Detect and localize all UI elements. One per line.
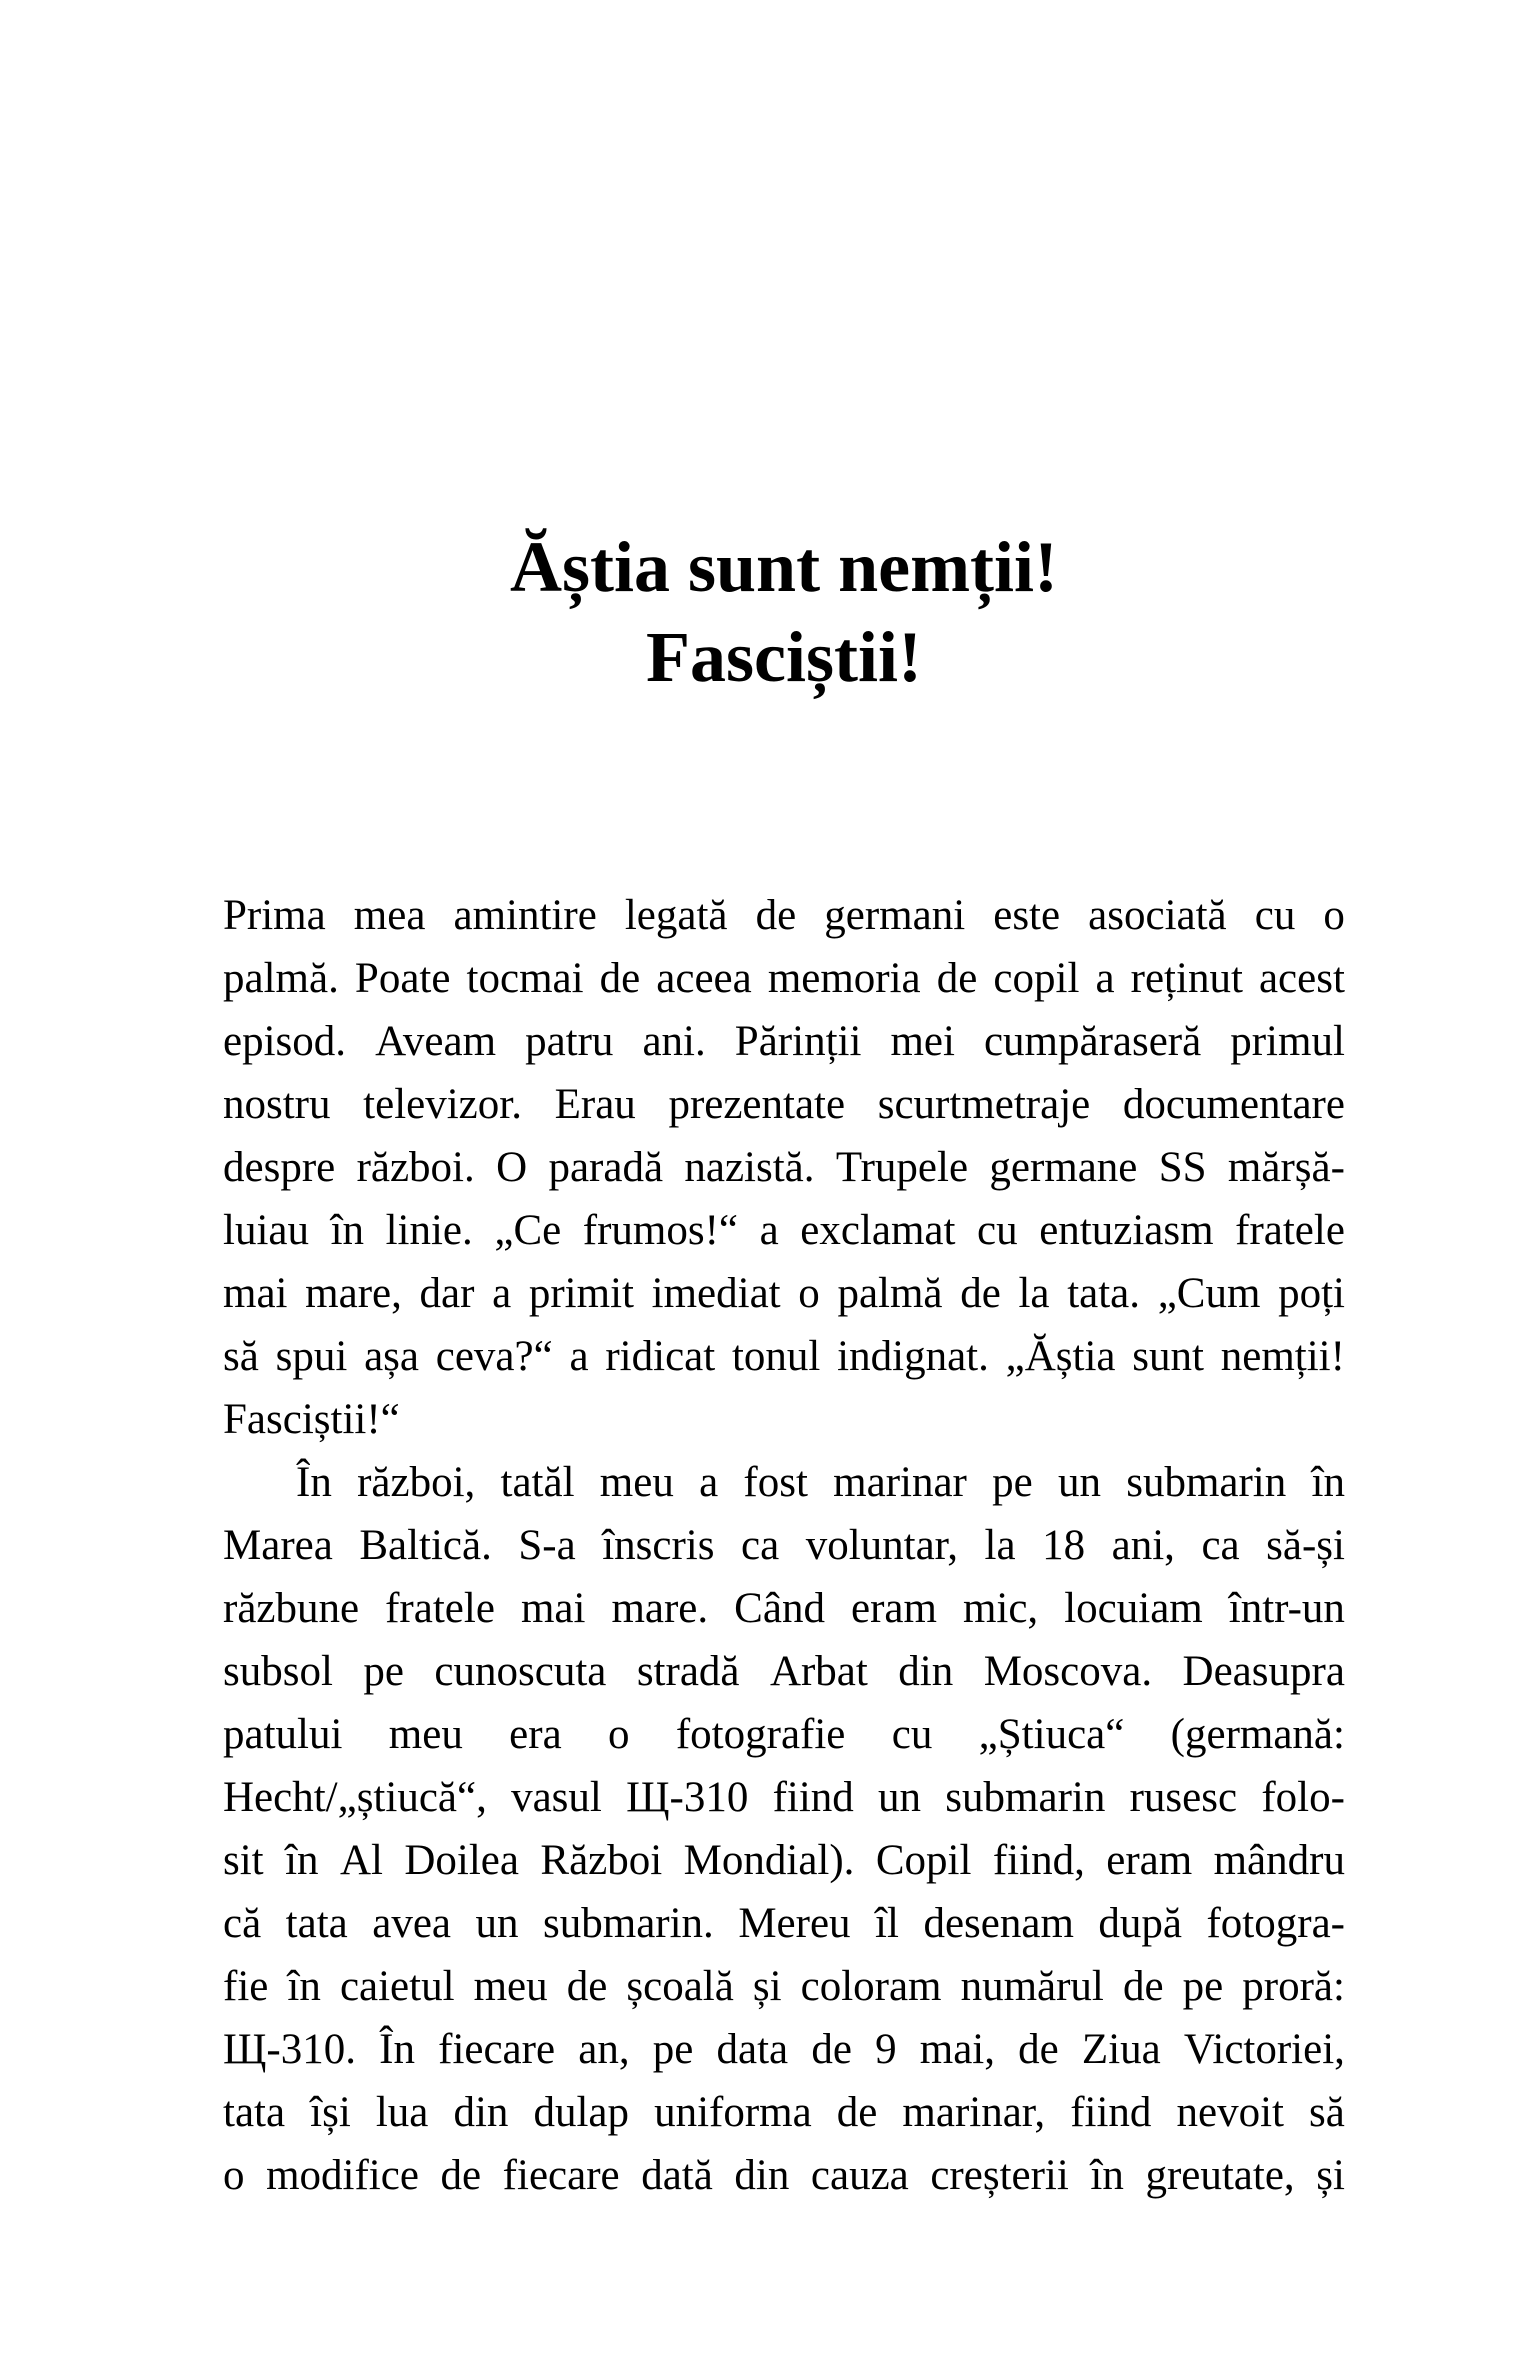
body-line: că tata avea un submarin. Mereu îl desenam după fotogra-: [223, 1900, 1345, 1947]
body-line: răzbune fratele mai mare. Când eram mic, locuiam într-un: [223, 1585, 1345, 1632]
paragraph: [223, 884, 1345, 1451]
body-line: o modifice de fiecare dată din cauza creșterii în greutate, și: [223, 2152, 1345, 2199]
chapter-title-line-2: Fasciștii!: [646, 617, 922, 697]
body-line: Prima mea amintire legată de germani este asociată cu o: [223, 892, 1345, 939]
body-line: să spui așa ceva?“ a ridicat tonul indignat. „Ăștia sunt nemții!: [223, 1333, 1345, 1380]
body-line: subsol pe cunoscuta stradă Arbat din Moscova. Deasupra: [223, 1648, 1345, 1695]
body-line: despre război. O paradă nazistă. Trupele germane SS mărșă-: [223, 1144, 1345, 1191]
chapter-title: [223, 522, 1345, 702]
body-line: sit în Al Doilea Război Mondial). Copil fiind, eram mândru: [223, 1837, 1345, 1884]
body-line: În război, tatăl meu a fost marinar pe un submarin în: [296, 1459, 1345, 1506]
chapter-title-line-1: Ăștia sunt nemții!: [509, 527, 1058, 607]
body-line: luiau în linie. „Ce frumos!“ a exclamat cu entuziasm fratele: [223, 1207, 1345, 1254]
body-line: nostru televizor. Erau prezentate scurtmetraje documentare: [223, 1081, 1345, 1128]
body-line: patului meu era o fotografie cu „Știuca“ (germană:: [223, 1711, 1345, 1758]
paragraph: [223, 1451, 1345, 2207]
body-line: Marea Baltică. S-a înscris ca voluntar, la 18 ani, ca să-și: [223, 1522, 1345, 1569]
body-line: palmă. Poate tocmai de aceea memoria de copil a reținut acest: [223, 955, 1345, 1002]
body-text: [223, 884, 1345, 2207]
body-line: fie în caietul meu de școală și coloram numărul de pe proră:: [223, 1963, 1345, 2010]
body-line: mai mare, dar a primit imediat o palmă de la tata. „Cum poți: [223, 1270, 1345, 1317]
body-line: Щ-310. În fiecare an, pe data de 9 mai, de Ziua Victoriei,: [223, 2026, 1345, 2073]
body-line: Fasciștii!“: [223, 1396, 400, 1443]
body-line: episod. Aveam patru ani. Părinții mei cumpăraseră primul: [223, 1018, 1345, 1065]
body-line: Hecht/„știucă“, vasul Щ-310 fiind un submarin rusesc folo-: [223, 1774, 1345, 1821]
body-line: tata își lua din dulap uniforma de marinar, fiind nevoit să: [223, 2089, 1345, 2136]
